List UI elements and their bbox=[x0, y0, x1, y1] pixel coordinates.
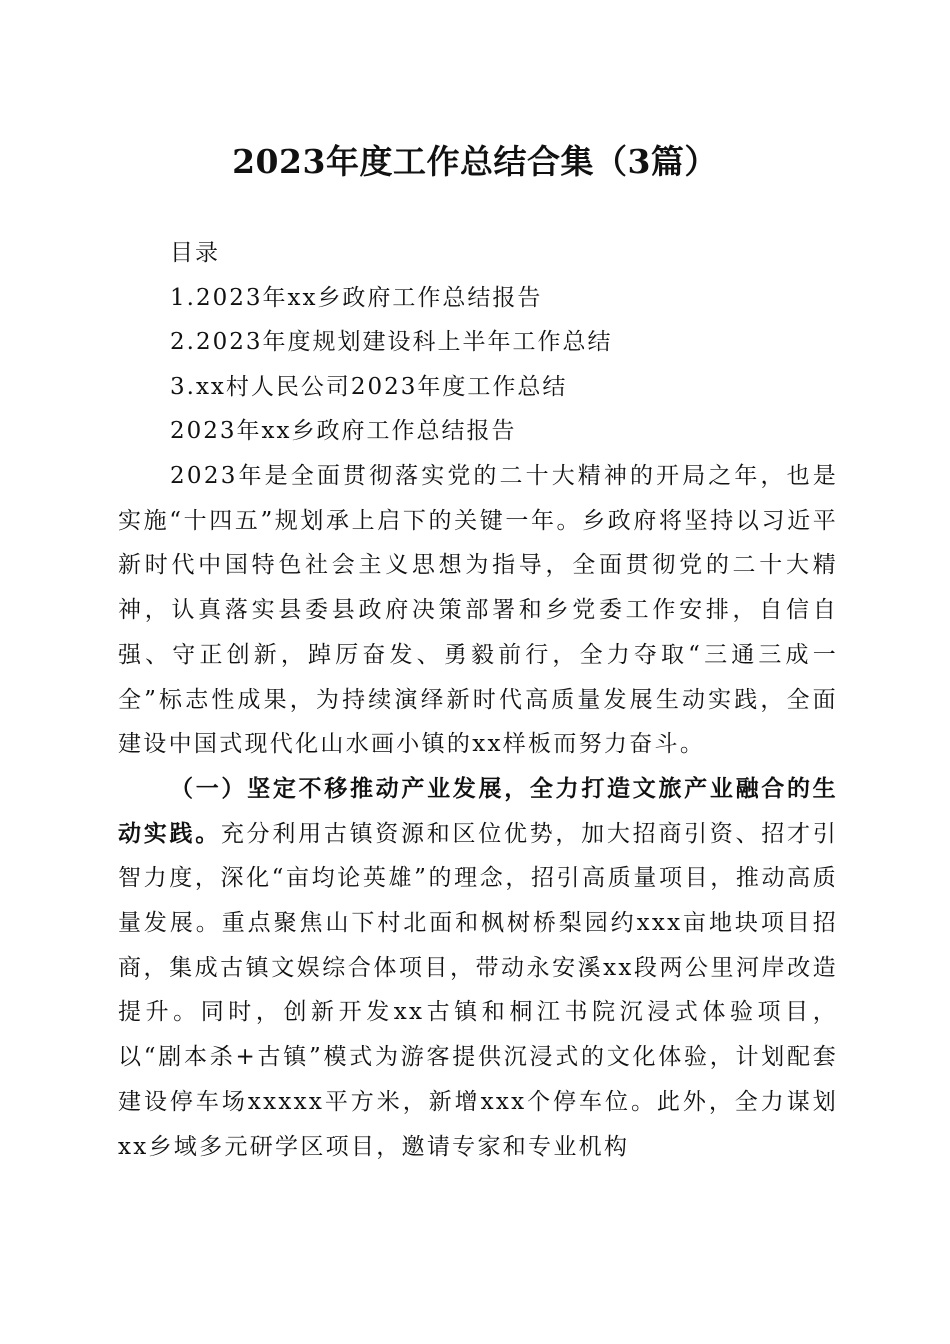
document-title: 2023年度工作总结合集（3篇） bbox=[232, 142, 718, 181]
toc-item: 1.2023年xx乡政府工作总结报告 bbox=[170, 284, 543, 311]
item-1-paragraph bbox=[118, 767, 838, 1169]
table-of-contents bbox=[170, 231, 870, 454]
intro-paragraph: 2023年是全面贯彻落实党的二十大精神的开局之年，也是实施“十四五”规划承上启下的关键一年。乡政府将坚持以习近平新时代中国特色社会主义思想为指导，全面贯彻党的二十大精神，认真落实县委县政府决策部署和乡党委工作安排，自信自强、守正创新，踔厉奋发、勇毅前行，全力夺取“三通三成一全”标志性成果，为持续演绎新时代高质量发展生动实践，全面建设中国式现代化山水画小镇的xx样板而努力奋斗。 bbox=[118, 463, 838, 758]
item-1-body: 充分利用古镇资源和区位优势，加大招商引资、招才引智力度，深化“亩均论英雄”的理念，招引高质量项目，推动高质量发展。重点聚焦山下村北面和枫树桥梨园约xxx亩地块项目招商，集成古镇文娱综合体项目，带动永安溪xx段两公里河岸改造提升。同时，创新开发xx古镇和桐江书院沉浸式体验项目，以“剧本杀+古镇”模式为游客提供沉浸式的文化体验，计划配套建设停车场xxxxx平方米，新增xxx个停车位。此外，全力谋划xx乡域多元研学区项目，邀请专家和专业机构 bbox=[118, 820, 838, 1160]
item-1-lead: （一）坚定不移推动产业发展，全力打造文旅产业融合的生动实践。 bbox=[118, 774, 838, 847]
toc-item: 2.2023年度规划建设科上半年工作总结 bbox=[170, 329, 613, 356]
document-body bbox=[118, 454, 838, 1169]
toc-heading: 目录 bbox=[170, 240, 220, 266]
section-heading: 2023年xx乡政府工作总结报告 bbox=[170, 418, 517, 445]
toc-item: 3.xx村人民公司2023年度工作总结 bbox=[170, 373, 568, 400]
